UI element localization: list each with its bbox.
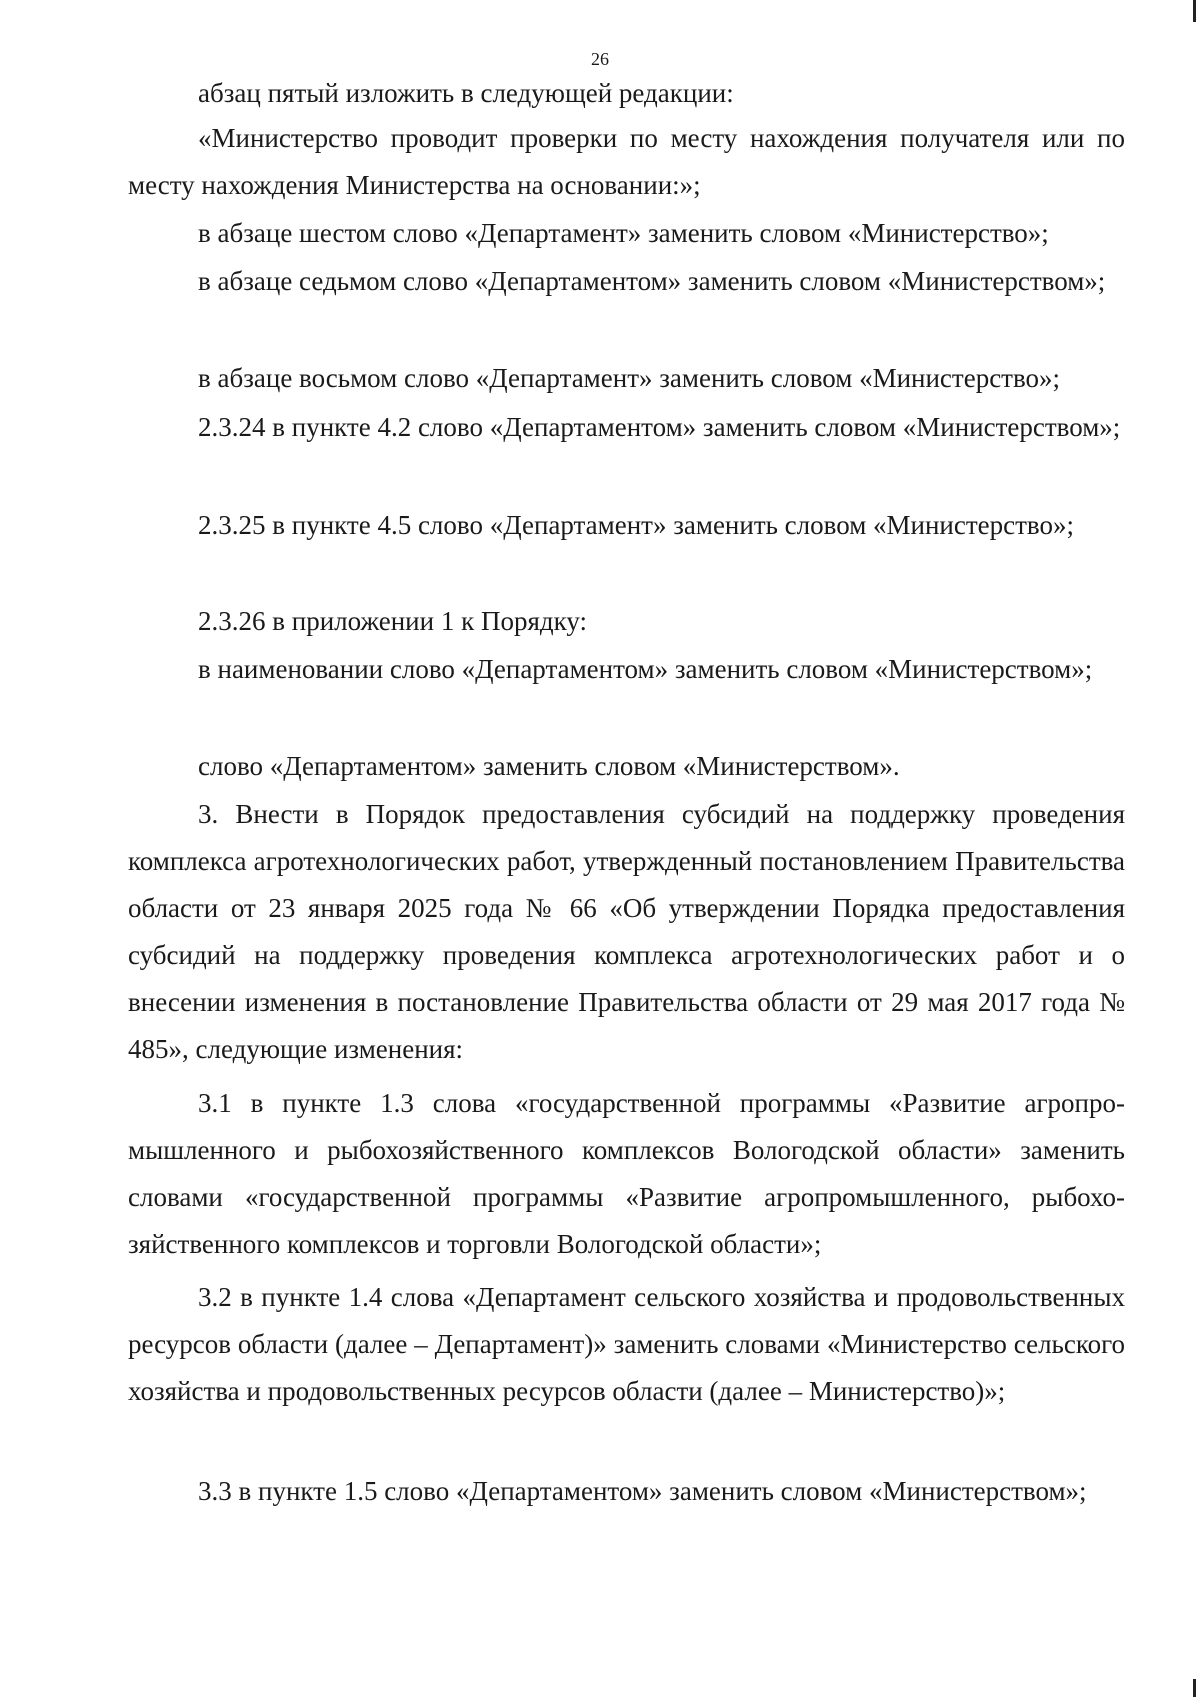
- scan-edge-mark-top: [1193, 0, 1196, 22]
- paragraph-2: «Министерство проводит проверки по месту нахождения получателя или по месту нахождения Министерства на основании:»;: [128, 123, 1125, 200]
- paragraph-7: 2.3.25 в пункте 4.5 слово «Департамент» заменить словом «Министерство»;: [198, 510, 1074, 540]
- paragraph-10: слово «Департаментом» заменить словом «Министерством».: [198, 751, 900, 781]
- paragraph-6: 2.3.24 в пункте 4.2 слово «Департаментом» заменить словом «Министерством»;: [198, 412, 1121, 442]
- paragraph-4: в абзаце седьмом слово «Департаментом» заменить словом «Министерством»;: [198, 266, 1106, 296]
- paragraph-11: 3. Внести в Порядок предоставления субсидий на поддержку проведения комплекса агротехнологических работ, утвержденный постановлением Правительства области от 23 января 2025 года № 66 «Об утверждении Порядка предоставления субсидий на поддержку проведения комплекса агротехнологических работ и о внесении изменения в постановление Правительства области от 29 мая 2017 года № 485», следующие изменения:: [128, 799, 1125, 1064]
- scan-edge-mark-bottom: [1193, 1679, 1196, 1697]
- paragraph-3: в абзаце шестом слово «Департамент» заменить словом «Министерство»;: [198, 218, 1049, 248]
- paragraph-12: 3.1 в пункте 1.3 слова «государственной программы «Развитие агропромышленного и рыбохозяйственного комплексов Вологодской области» заменить словами «государственной программы «Развитие агропромышленного, рыбохозяйственного комплексов и торговли Вологодской области»;: [128, 1088, 1125, 1259]
- paragraph-14: 3.3 в пункте 1.5 слово «Департаментом» заменить словом «Министерством»;: [198, 1476, 1087, 1506]
- page-number: 26: [591, 49, 609, 69]
- paragraph-9: в наименовании слово «Департаментом» заменить словом «Министерством»;: [198, 654, 1093, 684]
- paragraph-13: 3.2 в пункте 1.4 слова «Департамент сельского хозяйства и продовольственных ресурсов области (далее – Департамент)» заменить словами «Министерство сельского хозяйства и продовольственных ресурсов области (далее – Министерство)»;: [128, 1282, 1125, 1406]
- paragraph-1: абзац пятый изложить в следующей редакции:: [198, 78, 734, 108]
- paragraph-8: 2.3.26 в приложении 1 к Порядку:: [198, 606, 587, 636]
- paragraph-5: в абзаце восьмом слово «Департамент» заменить словом «Министерство»;: [198, 363, 1061, 393]
